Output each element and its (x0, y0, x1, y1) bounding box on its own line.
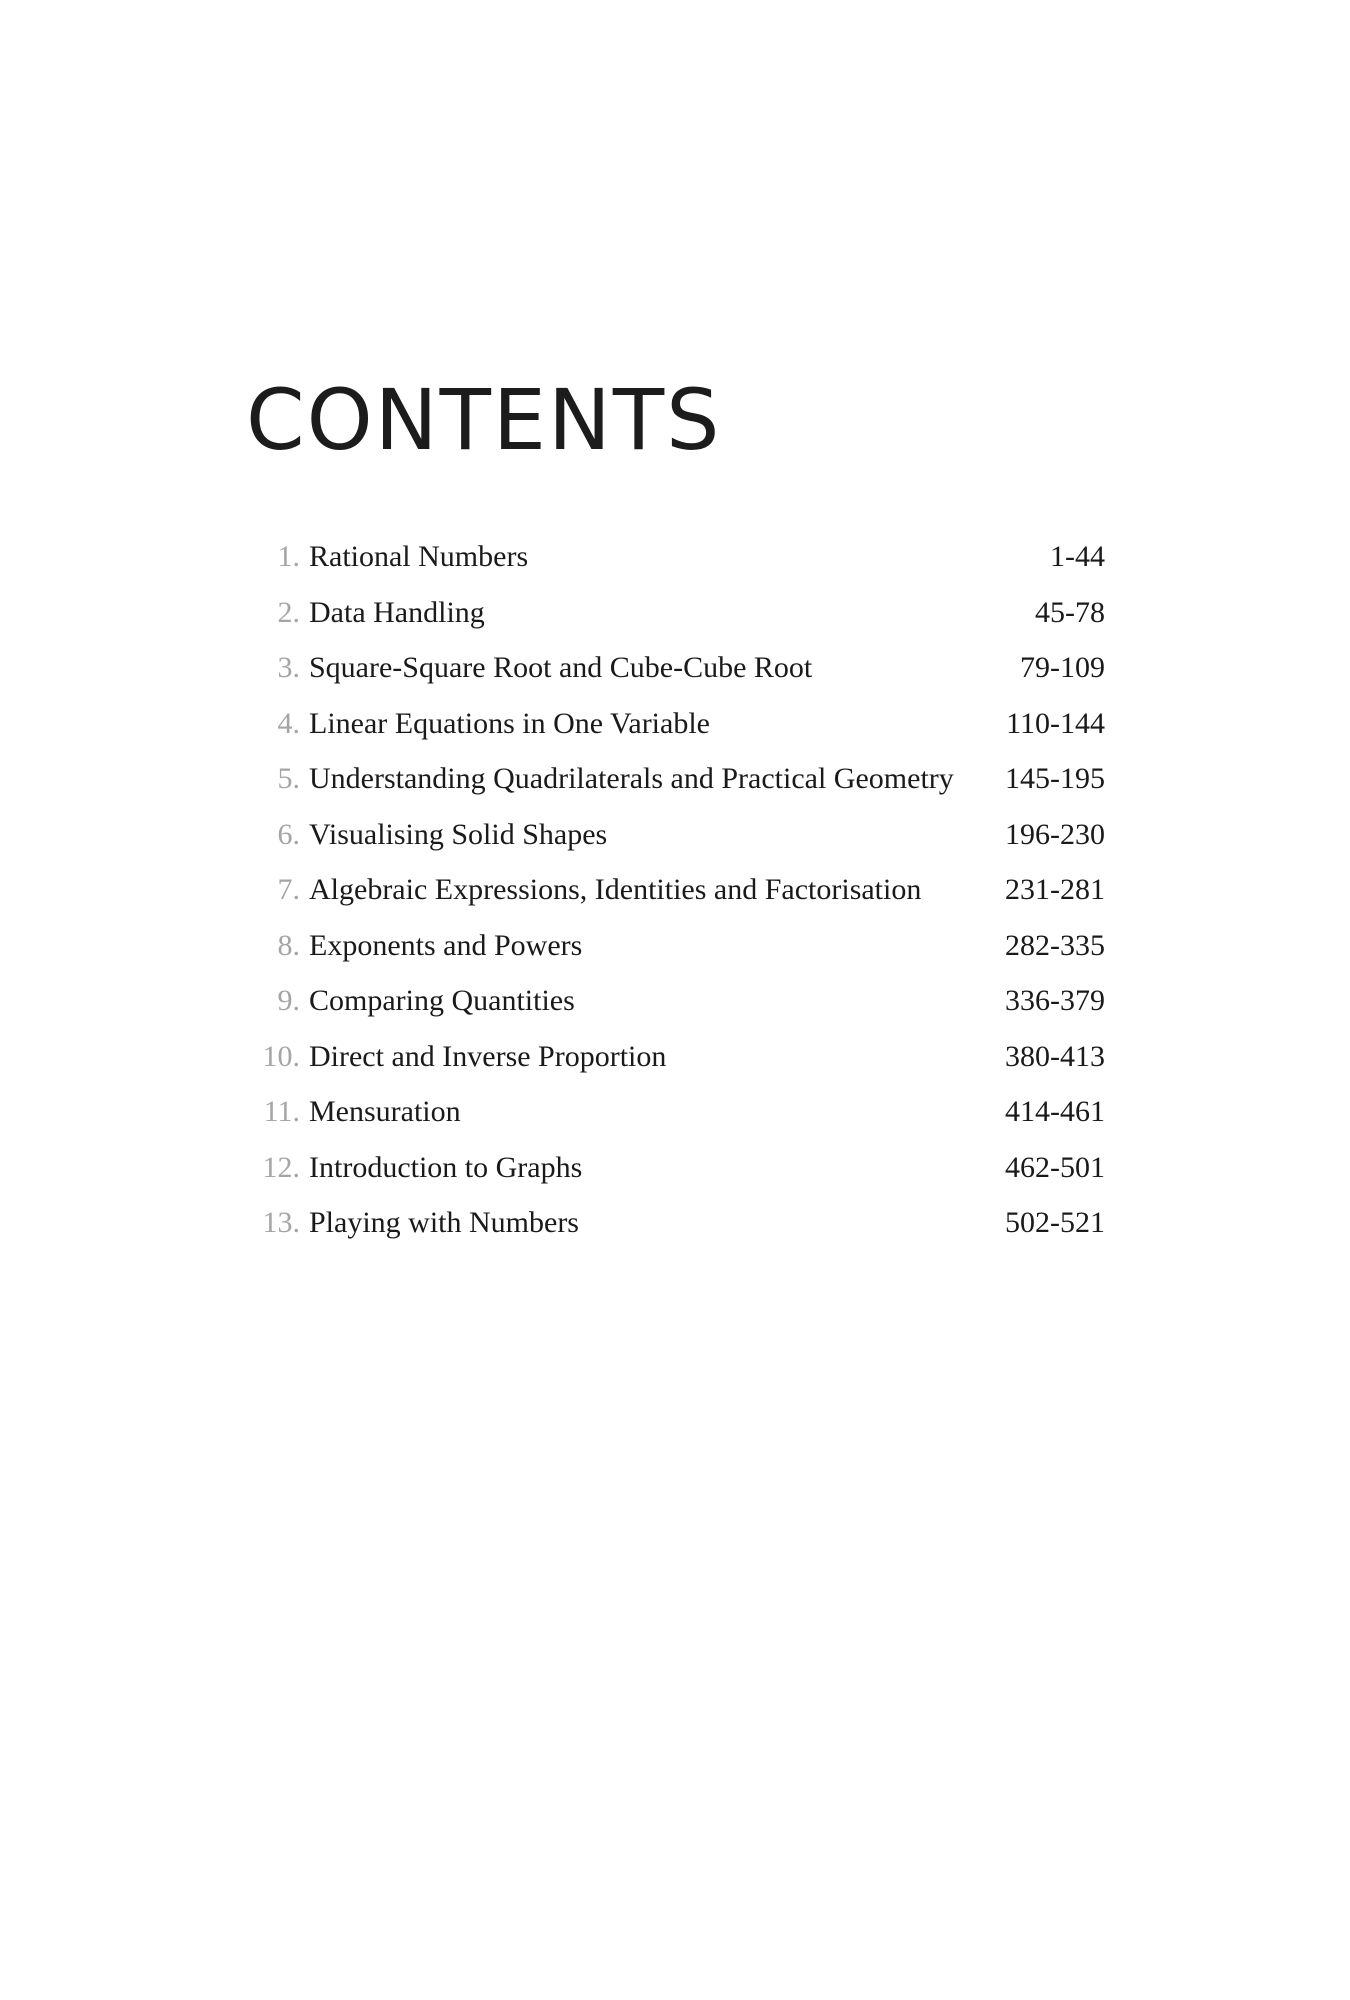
chapter-title: Introduction to Graphs (309, 1150, 583, 1184)
chapter-title: Visualising Solid Shapes (309, 817, 608, 851)
chapter-number: 13. (262, 1206, 300, 1239)
chapter-number: 7. (277, 873, 300, 906)
chapter-number: 10. (262, 1039, 300, 1073)
chapter-number: 12. (262, 1150, 300, 1184)
toc-entry (0, 1035, 1350, 1091)
chapter-title: Data Handling (309, 595, 485, 629)
page-range: 145-195 (1005, 762, 1105, 795)
page-range: 1-44 (1050, 540, 1105, 573)
chapter-title: Playing with Numbers (309, 1206, 579, 1239)
page-range: 79-109 (1020, 651, 1105, 684)
page-range: 196-230 (1005, 817, 1105, 851)
chapter-number: 9. (277, 984, 300, 1017)
page-range: 502-521 (1005, 1206, 1105, 1239)
table-of-contents (0, 535, 1350, 1257)
page-range: 45-78 (1035, 595, 1105, 629)
toc-entry (0, 646, 1350, 702)
chapter-title: Exponents and Powers (309, 928, 583, 962)
toc-entry (0, 1090, 1350, 1146)
chapter-title: Rational Numbers (309, 540, 529, 573)
page-range: 380-413 (1005, 1039, 1105, 1073)
chapter-title: Understanding Quadrilaterals and Practical Geometry (309, 762, 954, 795)
chapter-title: Mensuration (309, 1095, 461, 1128)
chapter-number: 4. (277, 706, 300, 740)
chapter-number: 3. (277, 651, 300, 684)
chapter-number: 5. (277, 762, 300, 795)
chapter-number: 8. (277, 928, 300, 962)
chapter-number: 11. (263, 1095, 300, 1128)
page-range: 282-335 (1005, 928, 1105, 962)
toc-entry (0, 813, 1350, 869)
chapter-number: 6. (277, 817, 300, 851)
chapter-number: 2. (277, 595, 300, 629)
toc-entry (0, 591, 1350, 647)
chapter-title: Algebraic Expressions, Identities and Factorisation (309, 873, 922, 906)
chapter-title: Direct and Inverse Proportion (309, 1039, 667, 1073)
toc-entry (0, 757, 1350, 813)
page-range: 414-461 (1005, 1095, 1105, 1128)
page-range: 231-281 (1005, 873, 1105, 906)
toc-entry (0, 868, 1350, 924)
chapter-title: Linear Equations in One Variable (309, 706, 710, 740)
chapter-number: 1. (277, 540, 300, 573)
chapter-title: Square-Square Root and Cube-Cube Root (309, 651, 813, 684)
toc-entry (0, 1201, 1350, 1257)
page-range: 462-501 (1005, 1150, 1105, 1184)
page-range: 110-144 (1006, 706, 1105, 740)
page-range: 336-379 (1005, 984, 1105, 1017)
page-title: CONTENTS (246, 371, 722, 469)
toc-entry (0, 1146, 1350, 1202)
toc-entry (0, 535, 1350, 591)
toc-entry (0, 979, 1350, 1035)
chapter-title: Comparing Quantities (309, 984, 575, 1017)
toc-entry (0, 924, 1350, 980)
toc-entry (0, 702, 1350, 758)
